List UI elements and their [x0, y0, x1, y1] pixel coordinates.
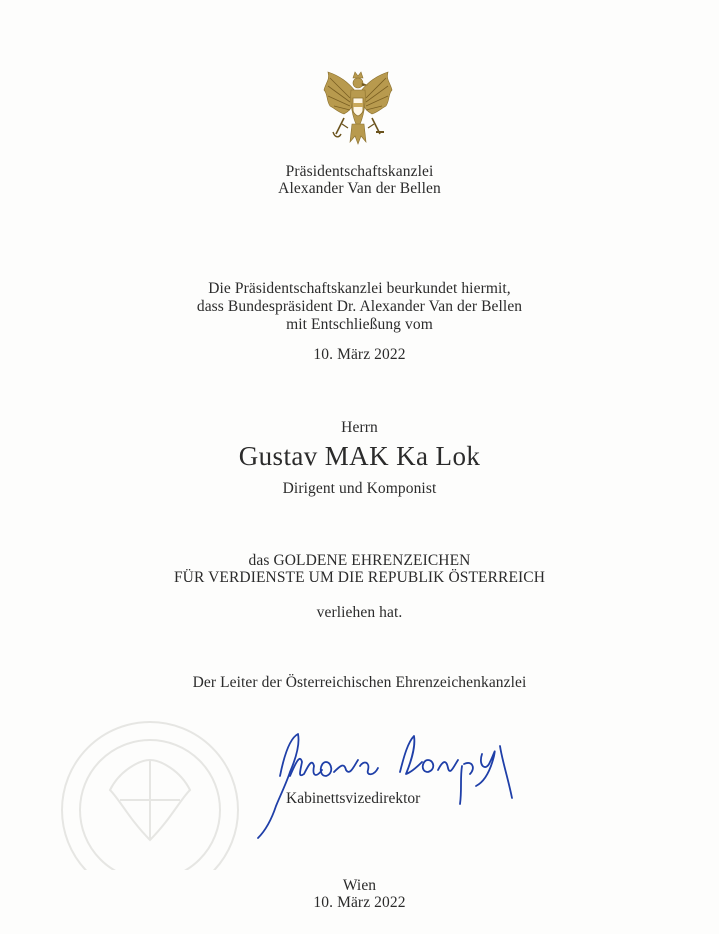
president-name: Alexander Van der Bellen	[278, 180, 441, 197]
signatory-role: Der Leiter der Österreichischen Ehrenzeichenkanzlei	[192, 674, 527, 691]
embossed-seal-icon	[50, 700, 250, 870]
recipient-profession: Dirigent und Komponist	[282, 480, 437, 497]
intro-line-2: dass Bundespräsident Dr. Alexander Van der Bellen	[196, 298, 523, 315]
office-name: Präsidentschaftskanzlei	[285, 163, 434, 180]
closing-text: verliehen hat.	[316, 604, 403, 621]
footer-place: Wien	[342, 877, 377, 894]
intro-line-3: mit Entschließung vom	[286, 316, 433, 333]
signatory-title: Kabinettsvizedirektor	[286, 790, 421, 807]
resolution-date: 10. März 2022	[313, 346, 406, 363]
award-line-1: das GOLDENE EHRENZEICHEN	[248, 552, 471, 569]
recipient-name: Gustav MAK Ka Lok	[238, 441, 481, 471]
intro-line-1: Die Präsidentschaftskanzlei beurkundet hiermit,	[208, 280, 511, 297]
award-line-2: FÜR VERDIENSTE UM DIE REPUBLIK ÖSTERREICH	[173, 569, 546, 586]
austrian-eagle-emblem-icon	[320, 68, 396, 148]
salutation: Herrn	[341, 419, 378, 436]
footer-date: 10. März 2022	[313, 894, 406, 911]
